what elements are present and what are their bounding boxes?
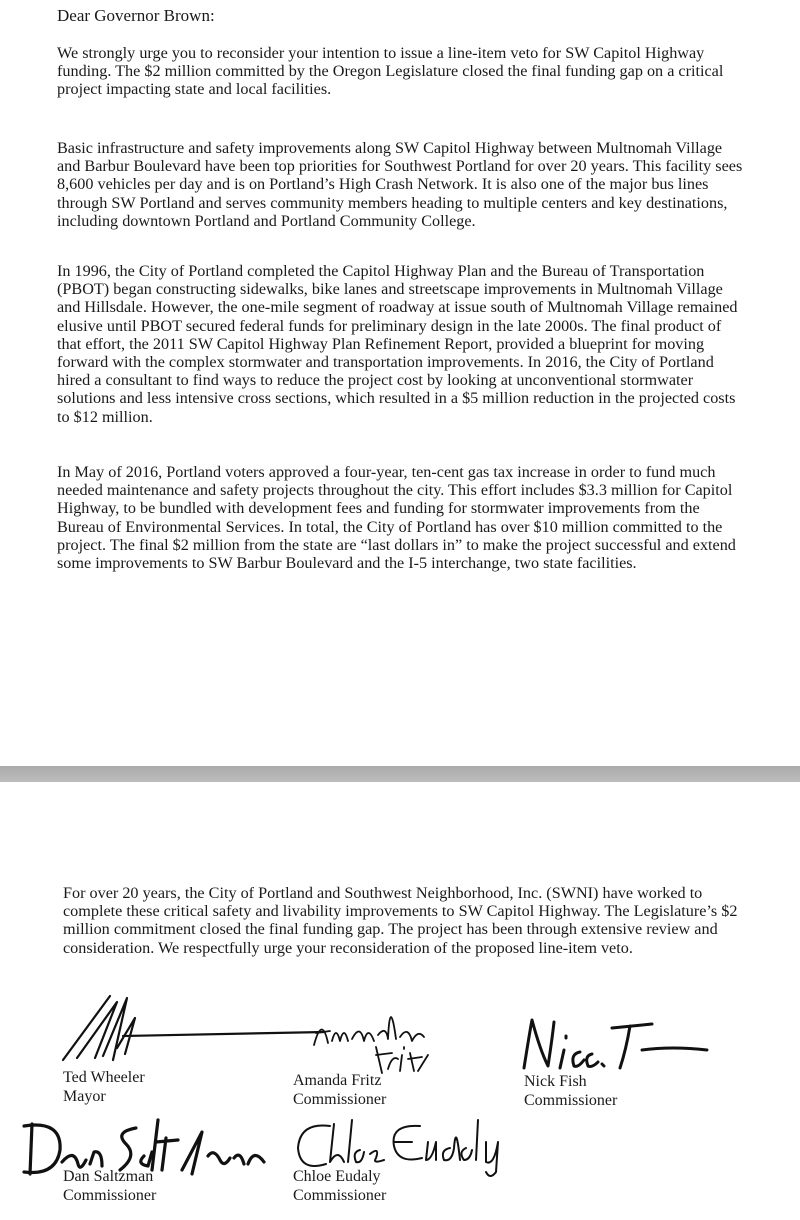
salutation: Dear Governor Brown: [57, 6, 215, 25]
signature-nick-fish [512, 1010, 722, 1080]
signer-title: Commissioner [63, 1187, 157, 1204]
signer-name: Ted Wheeler [63, 1069, 145, 1086]
signer-title: Commissioner [293, 1091, 387, 1108]
signer-title: Mayor [63, 1088, 106, 1105]
page-divider [0, 766, 800, 782]
signer-block [63, 1167, 156, 1205]
signer-block [293, 1071, 386, 1109]
paragraph: In 1996, the City of Portland completed the Capitol Highway Plan and the Bureau of Transportation (PBOT) began constructing sidewalks, bike lanes and streetscape improvements in Multnomah Village and Hillsdale. However, the one-mile segment of roadway at issue south of Multnomah Village remained elusive until PBOT secured federal funds for preliminary design in the late 2000s. The final product of that effort, the 2011 SW Capitol Highway Plan Refinement Report, provided a blueprint for moving forward with the complex stormwater and transportation improvements. In 2016, the City of Portland hired a consultant to find ways to reduce the project cost by looking at unconventional stormwater solutions and less intensive cross sections, which resulted in a $5 million reduction in the projected costs to $12 million. [57, 262, 738, 426]
signature-amanda-fritz [300, 985, 440, 1075]
signer-title: Commissioner [293, 1187, 387, 1204]
paragraph: In May of 2016, Portland voters approved a four-year, ten-cent gas tax increase in order to fund much needed maintenance and safety projects throughout the city. This effort includes $3.3 million for Capitol Highway, to be bundled with development fees and funding for stormwater improvements from the Bureau of Environmental Services. In total, the City of Portland has over $10 million committed to the project. The final $2 million from the state are “last dollars in” to make the project successful and extend some improvements to SW Barbur Boulevard and the I-5 interchange, two state facilities. [57, 463, 736, 573]
signer-name: Dan Saltzman [63, 1168, 154, 1185]
signer-title: Commissioner [524, 1092, 618, 1109]
paragraph: Basic infrastructure and safety improvements along SW Capitol Highway between Multnomah Village and Barbur Boulevard have been top priorities for Southwest Portland for over 20 years. This facility sees 8,600 vehicles per day and is on Portland’s High Crash Network. It is also one of the major bus lines through SW Portland and serves community members heading to multiple centers and key destinations, including downtown Portland and Portland Community College. [57, 139, 743, 230]
signer-block [63, 1068, 145, 1106]
signer-block [524, 1072, 617, 1110]
signer-block [293, 1167, 386, 1205]
paragraph: We strongly urge you to reconsider your intention to issue a line-item veto for SW Capitol Highway funding. The $2 million committed by the Oregon Legislature closed the final funding gap on a critical project impacting state and local facilities. [57, 44, 724, 99]
signer-name: Nick Fish [524, 1073, 587, 1090]
signer-name: Chloe Eudaly [293, 1168, 381, 1185]
signer-name: Amanda Fritz [293, 1072, 382, 1089]
closing-paragraph: For over 20 years, the City of Portland and Southwest Neighborhood, Inc. (SWNI) have worked to complete these critical safety and livability improvements to SW Capitol Highway. The Legislature’s $2 million commitment closed the final funding gap. The project has been through extensive review and consideration. We respectfully urge your reconsideration of the proposed line-item veto. [63, 884, 738, 957]
